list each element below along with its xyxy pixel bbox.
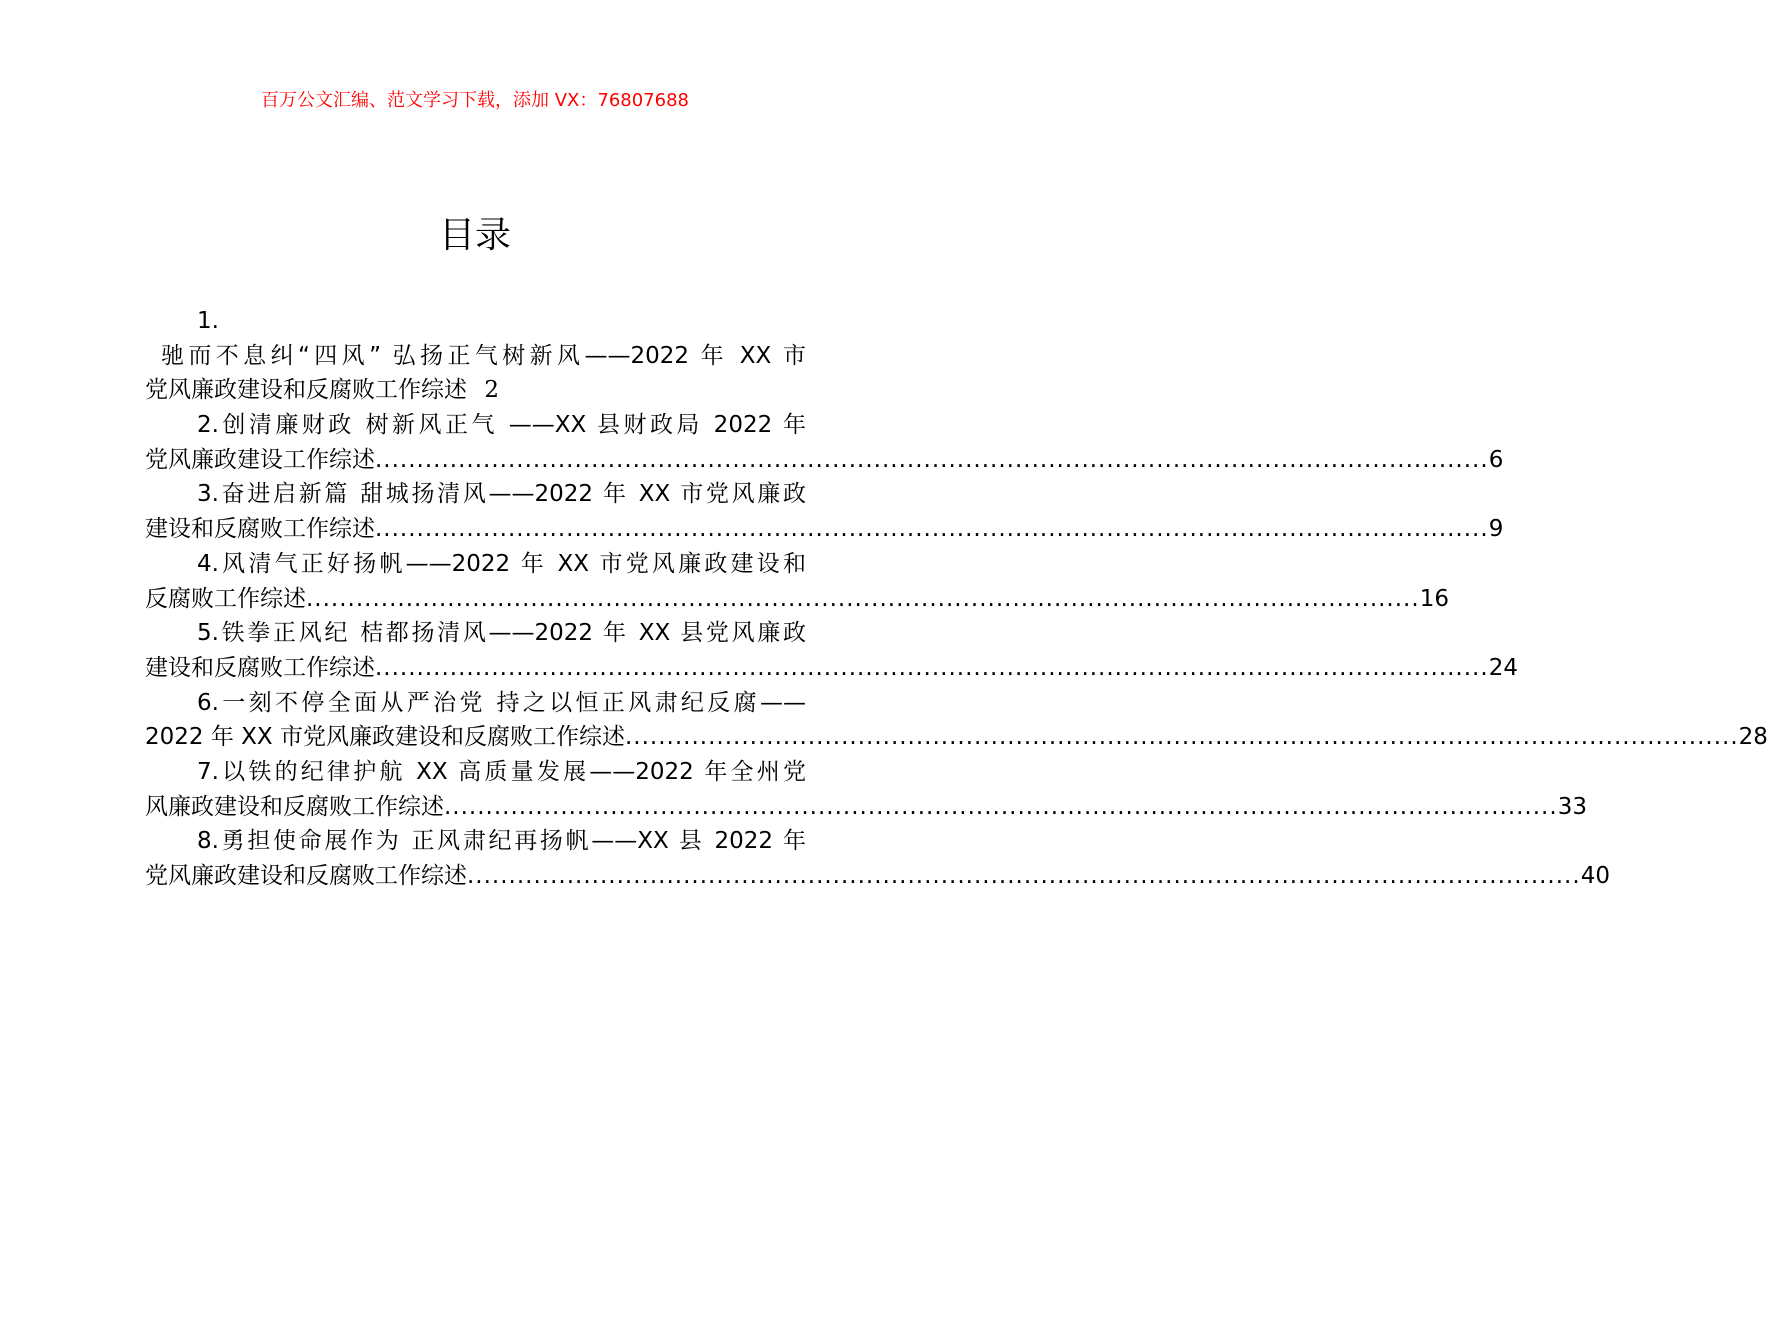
toc-entry-7[interactable] — [145, 755, 1587, 824]
toc-entry-5-title-line1: 5.铁拳正风纪 桔都扬清风——2022 年 XX 县党风廉政 — [197, 620, 807, 647]
toc-entry-6-title-line2-text: 2022 年 XX 市党风廉政建设和反腐败工作综述 — [145, 724, 625, 751]
toc-entry-4-leader: ...................................................................................................................................... — [306, 585, 1420, 612]
toc-entry-4-page: 16 — [1419, 585, 1449, 612]
toc-entry-6-leader: ...................................................................................................................................... — [624, 724, 1739, 751]
toc-entry-3-page: 9 — [1488, 516, 1504, 543]
toc-entry-5-leader: ...................................................................................................................................... — [375, 654, 1489, 681]
toc-entry-7-page: 33 — [1557, 793, 1587, 820]
toc-entry-7-leader: ...................................................................................................................................... — [444, 793, 1558, 820]
toc-entry-3-title-line1: 3.奋进启新篇 甜城扬清风——2022 年 XX 市党风廉政 — [197, 481, 807, 508]
toc-entry-2-title-line1: 2.创清廉财政 树新风正气 ——XX 县财政局 2022 年 — [197, 412, 806, 439]
toc-entry-4-title-line2-text: 反腐败工作综述 — [145, 585, 306, 612]
toc-entry-3-title-line2-text: 建设和反腐败工作综述 — [145, 516, 375, 543]
toc-entry-5-title-line2 — [145, 651, 1518, 686]
toc-entry-1-title-line2 — [145, 373, 806, 408]
toc-entry-4-title-line1: 4.风清气正好扬帆——2022 年 XX 市党风廉政建设和 — [197, 550, 806, 577]
toc-title: 目录 — [438, 215, 511, 256]
toc-entry-8-title-line1: 8.勇担使命展作为 正风肃纪再扬帆——XX 县 2022 年 — [197, 828, 806, 855]
toc-entry-2-title-line2 — [145, 443, 1504, 478]
header-promo-note: 百万公文汇编、范文学习下载，添加 VX：76807688 — [261, 90, 689, 111]
toc-entry-1[interactable] — [145, 304, 806, 408]
toc-entry-3-leader: ...................................................................................................................................... — [375, 516, 1489, 543]
toc-entry-3[interactable] — [145, 477, 1504, 546]
toc-entry-2-page: 6 — [1488, 446, 1504, 473]
toc-entry-7-title-line1: 7.以铁的纪律护航 XX 高质量发展——2022 年全州党 — [197, 758, 806, 785]
toc-entry-2-leader: ...................................................................................................................................... — [375, 446, 1489, 473]
toc-entry-8[interactable] — [145, 824, 1610, 893]
toc-entry-8-page: 40 — [1580, 863, 1610, 889]
toc-entry-6-page: 28 — [1738, 724, 1768, 751]
toc-entry-7-title-line2-text: 风廉政建设和反腐败工作综述 — [145, 793, 444, 820]
toc-entry-6[interactable] — [145, 686, 1768, 755]
toc-entry-8-leader: ...................................................................................................................................... — [467, 863, 1581, 889]
toc-entry-1-title-line2-text: 党风廉政建设和反腐败工作综述 — [145, 377, 467, 404]
toc-entry-1-page: 2 — [484, 377, 499, 404]
toc-entry-5-title-line2-text: 建设和反腐败工作综述 — [145, 654, 375, 681]
toc-entry-7-title-line2 — [145, 790, 1587, 825]
toc-entry-4[interactable] — [145, 547, 1449, 616]
toc-entry-8-title-line2 — [145, 859, 1610, 894]
toc-entry-3-title-line2 — [145, 512, 1504, 547]
toc-entry-2[interactable] — [145, 408, 1504, 477]
toc-entry-8-title-line2-text: 党风廉政建设和反腐败工作综述 — [145, 863, 467, 889]
toc-entry-5-page: 24 — [1488, 654, 1518, 681]
toc-entry-1-number: 1. — [197, 308, 219, 334]
toc-entry-4-title-line2 — [145, 582, 1449, 617]
table-of-contents — [145, 304, 1768, 894]
toc-entry-1-title-line1: 驰而不息纠“四风” 弘扬正气树新风——2022 年 XX 市 — [161, 342, 806, 369]
toc-entry-6-title-line2 — [145, 720, 1768, 755]
toc-entry-5[interactable] — [145, 616, 1518, 685]
toc-entry-2-title-line2-text: 党风廉政建设工作综述 — [145, 446, 375, 473]
toc-entry-6-title-line1: 6.一刻不停全面从严治党 持之以恒正风肃纪反腐—— — [197, 689, 806, 716]
